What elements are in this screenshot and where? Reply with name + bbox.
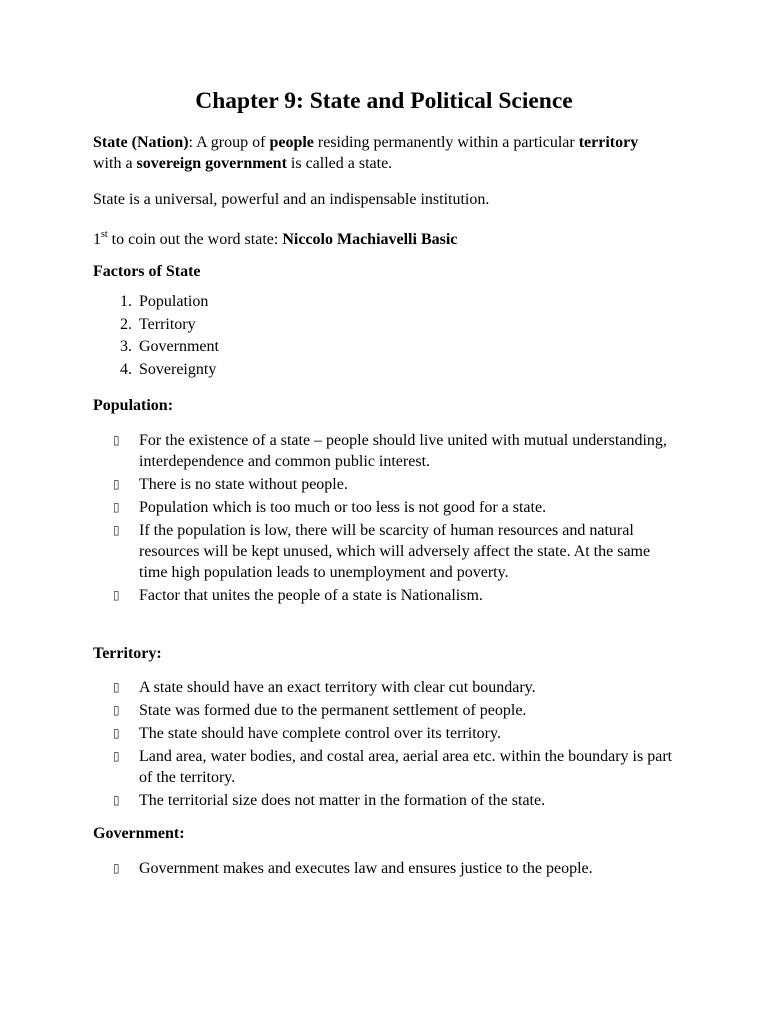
bullet-icon: ▯: [113, 793, 120, 807]
population-bullet-text: If the population is low, there will be scarcity of human resources and natural resources will be kept unused, which will adversely affect the state. At the same time high population leads to unemployment and poverty.: [139, 522, 651, 581]
bullet-icon: ▯: [113, 523, 120, 537]
definition-text-3: with a: [93, 155, 137, 172]
definition-term: State (Nation): [93, 134, 189, 151]
definition-text-2: residing permanently within a particular: [313, 134, 579, 151]
government-bullet-item: [93, 858, 673, 879]
population-list: [93, 430, 673, 608]
population-bullet-item: [93, 520, 673, 583]
territory-bullet-text: The territorial size does not matter in the formation of the state.: [139, 792, 546, 809]
definition-people: people: [269, 134, 314, 151]
territory-bullet-item: [93, 723, 673, 744]
first-coin-text: to coin out the word state:: [107, 231, 283, 248]
population-bullet-text: There is no state without people.: [139, 476, 348, 493]
factor-label: Sovereignty: [139, 360, 217, 378]
territory-bullet-item: [93, 677, 673, 698]
universal-statement: State is a universal, powerful and an indispensable institution.: [93, 191, 490, 208]
government-bullet-text: Government makes and executes law and ensures justice to the people.: [139, 860, 593, 877]
bullet-icon: ▯: [113, 588, 120, 602]
government-heading: Government:: [93, 825, 185, 842]
factor-label: Population: [139, 293, 209, 310]
factor-number: 3.: [120, 338, 132, 355]
bullet-icon: ▯: [113, 680, 120, 694]
factor-number: 2.: [120, 315, 132, 333]
first-coin-num: 1: [93, 231, 101, 248]
factor-number: 4.: [120, 360, 132, 378]
territory-bullet-text: Land area, water bodies, and costal area, aerial area etc. within the boundary is part of the territory.: [139, 748, 673, 786]
bullet-icon: ▯: [113, 703, 120, 717]
bullet-icon: ▯: [113, 861, 120, 875]
factor-number: 1.: [120, 293, 132, 310]
territory-bullet-item: [93, 790, 673, 811]
first-coin-sup: st: [101, 228, 108, 240]
territory-heading: Territory:: [93, 645, 162, 662]
definition-sovereign: sovereign government: [136, 155, 287, 172]
population-bullet-text: Population which is too much or too less is not good for a state.: [139, 499, 547, 516]
definition-text-4: is called a state.: [286, 155, 393, 172]
state-definition: [93, 132, 653, 174]
definition-territory: territory: [578, 134, 639, 151]
first-coin-statement: [93, 229, 653, 250]
factors-heading: Factors of State: [93, 263, 201, 280]
factor-label: Government: [139, 338, 219, 355]
territory-bullet-item: [93, 700, 673, 721]
population-bullet-text: For the existence of a state – people should live united with mutual understanding, interdependence and common public interest.: [139, 432, 667, 470]
factor-label: Territory: [139, 315, 196, 333]
bullet-icon: ▯: [113, 433, 120, 447]
population-bullet-item: [93, 585, 673, 606]
bullet-icon: ▯: [113, 477, 120, 491]
government-list: [93, 858, 673, 881]
territory-bullet-text: A state should have an exact territory with clear cut boundary.: [139, 679, 536, 696]
population-bullet-item: [93, 474, 673, 495]
territory-list: [93, 677, 673, 813]
first-coin-name: Niccolo Machiavelli Basic: [282, 231, 458, 248]
population-heading: Population:: [93, 397, 174, 414]
territory-bullet-text: The state should have complete control over its territory.: [139, 725, 501, 742]
chapter-title: Chapter 9: State and Political Science: [195, 88, 573, 114]
population-bullet-item: [93, 430, 673, 472]
territory-bullet-text: State was formed due to the permanent settlement of people.: [139, 702, 527, 719]
population-bullet-text: Factor that unites the people of a state is Nationalism.: [139, 587, 483, 604]
bullet-icon: ▯: [113, 726, 120, 740]
territory-bullet-item: [93, 746, 673, 788]
bullet-icon: ▯: [113, 749, 120, 763]
definition-text-1: : A group of: [188, 134, 270, 151]
population-bullet-item: [93, 497, 673, 518]
bullet-icon: ▯: [113, 500, 120, 514]
